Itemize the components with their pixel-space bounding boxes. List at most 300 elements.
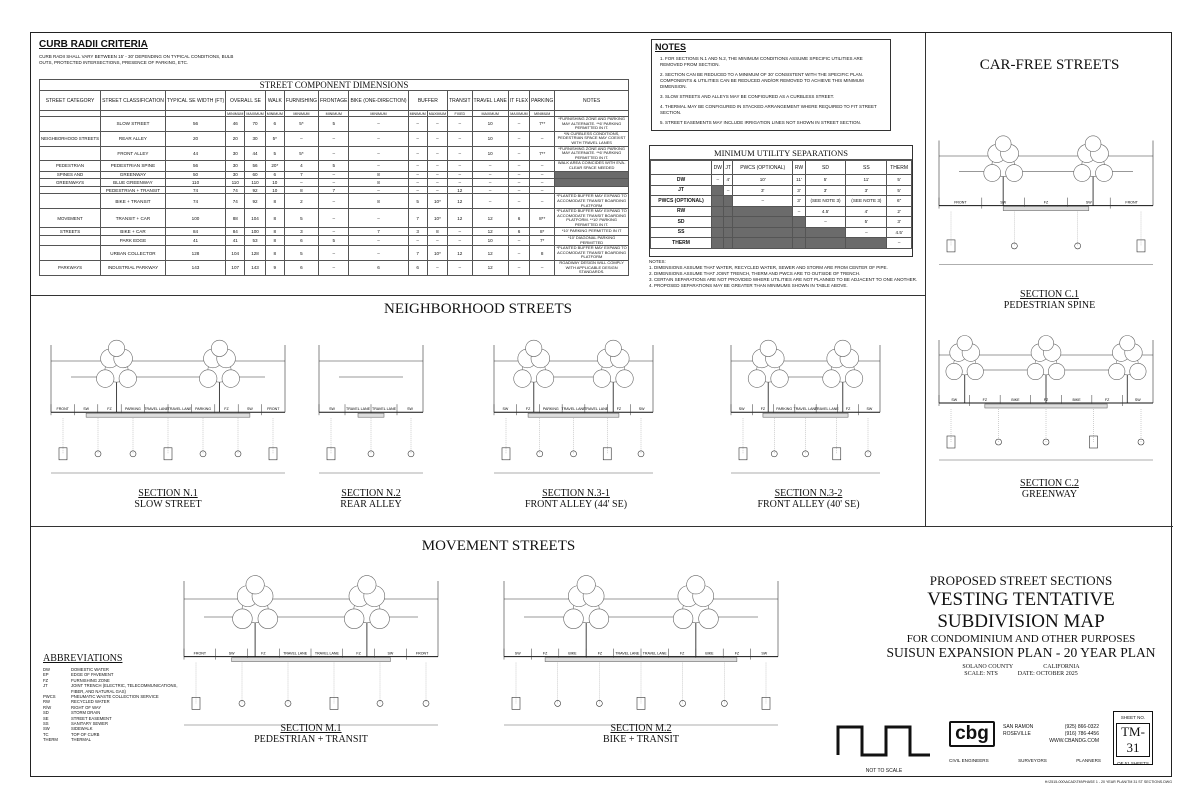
- utility-cell: [724, 206, 733, 217]
- title-line-2: VESTING TENTATIVE: [927, 589, 1115, 610]
- utility-trench: [833, 448, 841, 460]
- title-line-1: PROPOSED STREET SECTIONS: [929, 573, 1113, 588]
- date: DATE: OCTOBER 2025: [1017, 671, 1078, 677]
- tree-canopy: [1006, 165, 1023, 182]
- sct-cell: 3: [408, 228, 427, 236]
- utility-notes: [649, 259, 939, 289]
- tree-canopy: [564, 609, 584, 629]
- sct-note: WALK AREA COINCIDES WITH EVA-CLEAR SPACE NEEDED: [555, 161, 629, 171]
- utility-cell: [712, 196, 724, 207]
- segment-label: TRAVEL LANE: [346, 407, 370, 412]
- tree-canopy: [246, 576, 264, 594]
- segment-label: TRAVEL LANE: [814, 407, 839, 412]
- sct-cell: 5: [408, 194, 427, 209]
- section-n1-number: SECTION N.1: [138, 488, 198, 499]
- sct-classification: SLOW STREET: [101, 117, 166, 132]
- segment-label: BIKE: [568, 651, 577, 656]
- abbreviation-code: EP: [43, 672, 49, 678]
- discipline-1: CIVIL ENGINEERS: [949, 758, 989, 763]
- sct-cell: 56: [245, 161, 265, 171]
- section-n2-label: [311, 488, 431, 510]
- title-line-3: SUBDIVISION MAP: [937, 611, 1105, 632]
- sct-cell: –: [472, 194, 508, 209]
- sct-category: [40, 146, 101, 161]
- sct-note: ROADWAY DESIGN WILL COMPLY WITH APPLICABLE DESIGN STANDARDS.: [555, 261, 629, 276]
- segment-label: PARKING: [195, 407, 212, 412]
- sct-cell: –: [349, 236, 408, 246]
- phone-1: (925) 866-0322: [1064, 724, 1099, 730]
- pavement-section: [1003, 207, 1089, 211]
- sct-classification: BLUE GREENWAY: [101, 179, 166, 187]
- abbreviation-meaning: FURNISHING ZONE: [71, 677, 110, 683]
- sct-cell: –: [349, 146, 408, 161]
- segment-label: SW: [761, 651, 768, 656]
- utility-pipe: [408, 451, 414, 457]
- segment-label: FZ: [845, 407, 851, 412]
- utility-cell: 5': [805, 175, 846, 186]
- divider-bottom: [31, 526, 1173, 527]
- abbreviations-title: ABBREVIATIONS: [43, 653, 123, 664]
- abbreviation-meaning: RIGHT OF WAY: [71, 704, 102, 710]
- segment-label: FZ: [224, 407, 229, 412]
- sct-classification: FRONT ALLEY: [101, 146, 166, 161]
- tree-canopy: [1120, 335, 1135, 350]
- sct-cell: 100: [165, 209, 225, 228]
- sct-cell: 70: [245, 117, 265, 132]
- sct-cell: 74: [226, 186, 245, 194]
- table-row: [651, 206, 912, 217]
- tree-canopy: [514, 370, 531, 387]
- tree-canopy: [835, 340, 851, 356]
- tree-canopy: [222, 370, 239, 387]
- utility-pipe: [368, 451, 374, 457]
- title-block: [871, 573, 1171, 677]
- sct-cell: –: [427, 236, 447, 246]
- segment-label: FRONT: [954, 200, 967, 205]
- utility-cell: [724, 238, 733, 249]
- utility-pipe: [130, 451, 136, 457]
- tree-canopy: [823, 370, 840, 387]
- sct-category: NEIGHBORHOOD STREETS: [40, 131, 101, 146]
- table-row: [40, 246, 629, 261]
- sct-cell: 7**: [530, 146, 555, 161]
- section-n2-name: REAR ALLEY: [340, 499, 402, 510]
- abbreviation-meaning: SANITARY SEWER: [71, 721, 108, 727]
- note-item: 5. STREET EASEMENTS MAY INCLUDE IRRIGATION LINES NOT SHOWN IN STREET SECTION.: [660, 120, 862, 125]
- sct-cell: 92: [245, 186, 265, 194]
- table-row: [40, 261, 629, 276]
- sct-cell: –: [508, 194, 529, 209]
- sct-cell: –: [530, 186, 555, 194]
- sct-category: PARKWAYS: [40, 261, 101, 276]
- sct-cell: –: [427, 171, 447, 179]
- note-item: 2. SECTION CAN BE REDUCED TO A MINIMUM OF 30' CONSISTENT WITH THE SPECIFIC PLAN. COMPONENTS & UTILITIES CAN BE REDUCED AND/OR REMOVED TO ACHIEVE THIS MINIMUM DIMENSION.: [660, 72, 864, 89]
- utility-cell: 3': [846, 185, 887, 196]
- section-n2-drawing: [311, 329, 431, 489]
- tree-canopy: [258, 609, 278, 629]
- segment-label: PARKING: [124, 407, 141, 412]
- utility-row-header: RW: [651, 206, 712, 217]
- pavement-section: [528, 413, 619, 417]
- section-c1-label: [926, 289, 1173, 311]
- segment-label: FZ: [261, 651, 266, 656]
- sct-cell: 7: [408, 209, 427, 228]
- segment-label: SW: [638, 407, 645, 412]
- sct-subheader: MINIMUM: [266, 111, 283, 116]
- sct-cell: –: [508, 186, 529, 194]
- section-c2-label: [926, 478, 1173, 500]
- sct-cell: –: [448, 146, 472, 161]
- utility-cell: –: [887, 238, 912, 249]
- segment-label: TRAVEL LANE: [642, 651, 667, 656]
- sct-category: [40, 246, 101, 261]
- table-row: [40, 236, 629, 246]
- sct-cell: 88: [226, 209, 245, 228]
- tree-canopy: [946, 363, 962, 379]
- sct-header: FRONTAGE: [319, 91, 349, 111]
- utility-cell: (SEE NOTE 3): [805, 196, 846, 207]
- utility-cell: [846, 238, 887, 249]
- utility-cell: 3': [793, 196, 805, 207]
- street-component-title: STREET COMPONENT DIMENSIONS: [40, 80, 629, 91]
- curb-radii-title: CURB RADII CRITERIA: [39, 39, 148, 50]
- utility-pipe: [803, 451, 809, 457]
- abbreviation-meaning: PNEUMATIC WASTE COLLECTION SERVICE: [71, 694, 159, 700]
- sct-cell: –: [319, 131, 349, 146]
- sct-cell: 128: [245, 246, 265, 261]
- utility-col-header: SS: [846, 161, 887, 175]
- drawing-sheet: [30, 32, 1172, 777]
- sct-classification: BIKE + TRANSIT: [101, 194, 166, 209]
- abbreviation-code: JT: [43, 683, 48, 689]
- segment-label: FZ: [734, 651, 740, 656]
- sct-cell: 12: [472, 246, 508, 261]
- tree-canopy: [577, 576, 595, 594]
- sct-cell: 8**: [530, 209, 555, 228]
- section-n1-drawing: [43, 329, 293, 489]
- sct-cell: 5: [284, 246, 318, 261]
- sct-cell: 110: [226, 179, 245, 187]
- cbg-logo: cbg: [949, 721, 995, 747]
- segment-label: SW: [502, 407, 509, 412]
- sct-cell: –: [427, 146, 447, 161]
- sct-subheader: MINIMUM: [319, 111, 349, 117]
- segment-label: TRAVEL LANE: [144, 407, 169, 412]
- tree-canopy: [957, 335, 972, 350]
- tree-canopy: [370, 609, 390, 629]
- sct-category: [40, 186, 101, 194]
- utility-cell: 3': [887, 217, 912, 228]
- sct-cell: 30: [226, 171, 245, 179]
- segment-label: TRAVEL LANE: [561, 407, 586, 412]
- utility-cell: 5': [887, 175, 912, 186]
- utility-col-header: SD: [805, 161, 846, 175]
- utility-note: 4. PROPOSED SEPARATIONS MAY BE GREATER THAN MINIMUMS SHOWN IN TABLE ABOVE.: [649, 283, 848, 288]
- section-c2-name: GREENWAY: [1021, 489, 1078, 500]
- segment-label: BIKE: [705, 651, 714, 656]
- abbreviation-meaning: STREET EASEMENT: [71, 715, 112, 721]
- utility-cell: –: [733, 196, 793, 207]
- section-n31-name: FRONT ALLEY (44' SE): [524, 499, 628, 510]
- pavement-section: [358, 413, 384, 417]
- table-row: [40, 194, 629, 209]
- notes-box: [651, 39, 891, 131]
- sct-cell: 10: [472, 117, 508, 132]
- utility-cell: [793, 217, 805, 228]
- sct-cell: –: [349, 117, 408, 132]
- scale: SCALE: NTS: [964, 671, 998, 677]
- sct-cell: 8: [265, 246, 284, 261]
- utility-cell: 4': [724, 175, 733, 186]
- tree-canopy: [1027, 363, 1043, 379]
- tree-canopy: [1085, 136, 1101, 152]
- office-1: SAN RAMON: [1003, 724, 1034, 730]
- abbreviation-meaning: FIBER, AND NATURAL GAS): [71, 688, 126, 694]
- tree-canopy: [605, 340, 621, 356]
- sct-cell: 2: [284, 194, 318, 209]
- sct-cell: –: [448, 261, 472, 276]
- office-2: ROSEVILLE: [1003, 731, 1031, 737]
- utility-trench: [164, 448, 172, 460]
- sct-subheader: MAXIMUM: [246, 111, 264, 116]
- sct-cell: 5: [284, 209, 318, 228]
- sct-header: STREET CATEGORY: [40, 91, 101, 111]
- section-m2-number: SECTION M.2: [610, 723, 672, 734]
- sct-cell: 6: [408, 261, 427, 276]
- segment-label: SW: [866, 407, 873, 412]
- sct-cell: –: [427, 186, 447, 194]
- sct-cell: –: [319, 246, 349, 261]
- sct-cell: 10*: [427, 246, 447, 261]
- section-n1-name: SLOW STREET: [134, 499, 202, 510]
- sct-header: BIKE (ONE-DIRECTION): [349, 91, 408, 111]
- sct-cell: –: [530, 161, 555, 171]
- abbreviation-code: DW: [43, 667, 50, 672]
- not-to-scale-symbol: [834, 721, 934, 774]
- sct-cell: 12: [448, 209, 472, 228]
- sct-cell: 7*: [530, 236, 555, 246]
- utility-trench: [739, 448, 747, 460]
- sct-category: [40, 117, 101, 132]
- sct-cell: 56: [165, 161, 225, 171]
- sct-cell: –: [508, 236, 529, 246]
- section-n31-number: SECTION N.3-1: [542, 488, 610, 499]
- section-n32-name: FRONT ALLEY (40' SE): [757, 499, 860, 510]
- sct-category: SPINES AND: [40, 171, 101, 179]
- neighborhood-title: NEIGHBORHOOD STREETS: [384, 301, 572, 317]
- segment-label: FRONT: [56, 407, 69, 412]
- tree-canopy: [1130, 363, 1146, 379]
- sct-subheader: MINIMUM: [409, 111, 426, 116]
- segment-label: FZ: [616, 407, 622, 412]
- sct-cell: –: [319, 209, 349, 228]
- segment-label: FRONT: [1125, 200, 1138, 205]
- tree-canopy: [1048, 363, 1064, 379]
- sct-cell: 41: [165, 236, 225, 246]
- sct-cell: 30: [226, 146, 245, 161]
- sct-cell: 8: [349, 194, 408, 209]
- abbreviation-meaning: TOP OF CURB: [71, 731, 100, 737]
- utility-cell: [793, 227, 805, 238]
- section-m2-label: [561, 723, 721, 745]
- sct-cell: –: [319, 261, 349, 276]
- sct-cell: 5: [319, 117, 349, 132]
- sct-cell: 4: [284, 161, 318, 171]
- section-n1-label: [93, 488, 243, 510]
- utility-cell: 4': [846, 206, 887, 217]
- scale-bar-icon: [834, 721, 934, 761]
- sct-cell: –: [508, 131, 529, 146]
- sct-cell: 12: [472, 209, 508, 228]
- sct-cell: –: [319, 146, 349, 161]
- segment-label: FRONT: [193, 651, 207, 656]
- sct-cell: –: [448, 228, 472, 236]
- tree-canopy: [984, 165, 1001, 182]
- utility-cell: [724, 217, 733, 228]
- sct-classification: TRANSIT + CAR: [101, 209, 166, 228]
- sct-cell: 107: [226, 261, 245, 276]
- sct-subheader: FIXED: [448, 111, 472, 117]
- abbreviation-code: FZ: [43, 677, 49, 683]
- sct-cell: –: [472, 179, 508, 187]
- sct-cell: –: [427, 131, 447, 146]
- sct-cell: –: [408, 161, 427, 171]
- sct-cell: –: [508, 161, 529, 171]
- note-item: 4. THERMAL MAY BE CONFIGURED IN STACKED ARRANGEMENT WHERE REQUIRED TO FIT STREET SECTION.: [660, 104, 877, 115]
- sct-note: *10' PARKING PERMITTED IN IT: [555, 228, 629, 236]
- utility-note: 2. DIMENSIONS ASSUME THAT JOINT TRENCH, THERM AND PWCS ARE TO OUTSIDE OF TRENCH.: [649, 271, 861, 276]
- sct-header: TRAVEL LANE: [472, 91, 508, 111]
- utility-cell: [712, 206, 724, 217]
- table-row: [40, 228, 629, 236]
- utility-pipe: [771, 451, 777, 457]
- sct-subheader: MAXIMUM: [428, 111, 447, 116]
- segment-label: SW: [387, 651, 394, 656]
- section-m1-number: SECTION M.1: [280, 723, 342, 734]
- tree-canopy: [593, 370, 610, 387]
- tree-canopy: [845, 370, 862, 387]
- state: CALIFORNIA: [1043, 664, 1080, 670]
- utility-cell: 2': [887, 206, 912, 217]
- utility-pipe: [235, 451, 241, 457]
- utility-pipe: [865, 451, 871, 457]
- sct-header: TRANSIT: [448, 91, 472, 111]
- sct-cell: 30: [245, 131, 265, 146]
- segment-label: FRONT: [415, 651, 429, 656]
- tree-canopy: [344, 609, 364, 629]
- sct-cell: –: [408, 179, 427, 187]
- segment-label: TRAVEL LANE: [372, 407, 396, 412]
- sct-cell: 12: [448, 194, 472, 209]
- utility-cell: –: [712, 175, 724, 186]
- sct-cell: 8: [265, 194, 284, 209]
- sct-cell: 9: [265, 261, 284, 276]
- tree-canopy: [1074, 165, 1091, 182]
- table-row: [651, 175, 912, 186]
- sct-cell: –: [284, 179, 318, 187]
- tree-canopy: [358, 576, 376, 594]
- segment-label: FZ: [679, 651, 685, 656]
- sct-cell: 10*: [427, 194, 447, 209]
- curb-radii-box: [39, 39, 239, 75]
- sct-cell: 5*: [265, 131, 284, 146]
- tree-canopy: [616, 370, 633, 387]
- sct-cell: 7: [284, 171, 318, 179]
- pavement-section: [985, 404, 1107, 408]
- sct-cell: 10: [472, 146, 508, 161]
- street-component-table: [39, 79, 629, 276]
- sct-subheader: MAXIMUM: [510, 111, 528, 116]
- segment-label: SW: [738, 407, 745, 412]
- utility-note: NOTES:: [649, 259, 666, 264]
- section-c1-drawing: [931, 125, 1161, 280]
- sct-cell: –: [472, 186, 508, 194]
- sct-cell: –: [530, 131, 555, 146]
- sct-header: STREET CLASSIFICATION: [101, 91, 166, 111]
- utility-title: MINIMUM UTILITY SEPARATIONS: [650, 146, 912, 160]
- sct-header: OVERALL SE: [226, 91, 266, 111]
- segment-label: SW: [514, 651, 521, 656]
- utility-col-header: RW: [793, 161, 805, 175]
- office-info: [1003, 724, 1099, 745]
- sct-cell: –: [349, 161, 408, 171]
- sct-cell: 6: [284, 261, 318, 276]
- sheet-number: TM-31: [1116, 723, 1150, 757]
- sct-subheader: MINIMUM: [349, 111, 408, 117]
- abbreviation-code: PWCS: [43, 694, 56, 700]
- sct-cell: 12: [472, 261, 508, 276]
- section-c2-number: SECTION C.2: [1020, 478, 1079, 489]
- sct-category: PEDESTRIAN: [40, 161, 101, 171]
- title-line-5: SUISUN EXPANSION PLAN - 20 YEAR PLAN: [886, 645, 1156, 660]
- utility-cell: [733, 217, 793, 228]
- pavement-section: [545, 658, 737, 662]
- utility-row-header: SS: [651, 227, 712, 238]
- sct-cell: –: [508, 117, 529, 132]
- sct-cell: –: [530, 261, 555, 276]
- sct-cell: 8: [265, 236, 284, 246]
- sct-cell: 44: [245, 146, 265, 161]
- pavement-section: [763, 413, 848, 417]
- utility-cell: 10': [733, 175, 793, 186]
- abbreviation-code: RW: [43, 699, 50, 705]
- utility-col-header: DW: [712, 161, 724, 175]
- segment-label: BIKE: [1011, 398, 1020, 402]
- sct-cell: –: [349, 186, 408, 194]
- sct-cell: –: [349, 209, 408, 228]
- sct-category: [40, 236, 101, 246]
- sct-cell: 8: [427, 228, 447, 236]
- sct-cell: –: [508, 171, 529, 179]
- segment-label: FZ: [1043, 398, 1049, 402]
- abbreviation-code: SD: [43, 710, 49, 716]
- abbreviation-code: THERM: [43, 737, 58, 743]
- discipline-3: PLANNERS: [1076, 758, 1101, 763]
- county: SOLANO COUNTY: [962, 664, 1014, 670]
- sct-cell: 3: [284, 228, 318, 236]
- segment-label: TRAVEL LANE: [167, 407, 192, 412]
- sct-cell: 8: [530, 246, 555, 261]
- sct-cell: –: [448, 171, 472, 179]
- sct-cell: 10: [472, 131, 508, 146]
- segment-label: FZ: [356, 651, 361, 656]
- utility-cell: [712, 217, 724, 228]
- utility-trench: [502, 448, 510, 460]
- section-n32-number: SECTION N.3-2: [774, 488, 843, 499]
- tree-canopy: [1109, 363, 1125, 379]
- not-to-scale-label: NOT TO SCALE: [865, 768, 903, 774]
- sct-header: PARKING: [530, 91, 555, 111]
